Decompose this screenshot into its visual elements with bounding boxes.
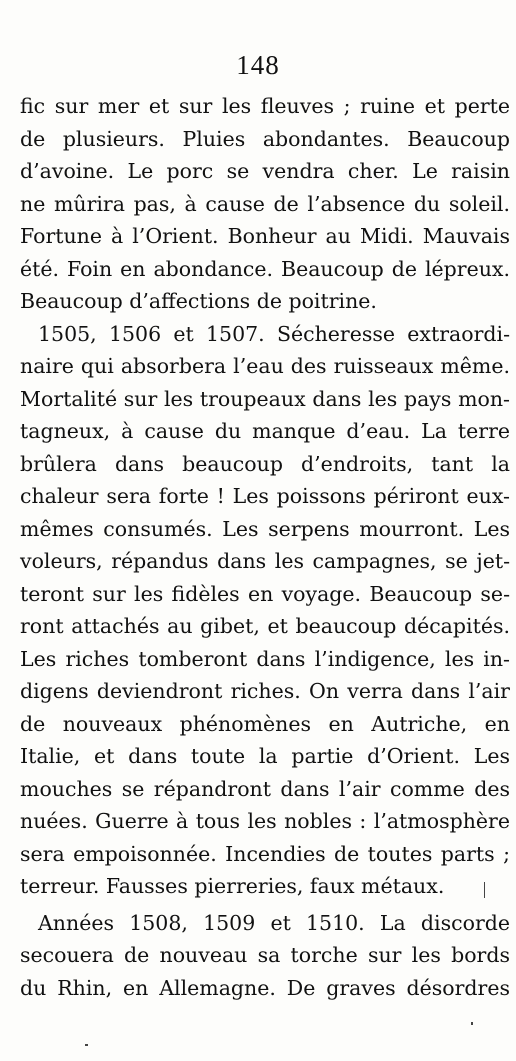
text-line: nuées. Guerre à tous les nobles : l’atmosphère bbox=[20, 809, 510, 833]
text-line: sera empoisonnée. Incendies de toutes parts ; bbox=[20, 841, 510, 866]
print-speck bbox=[484, 882, 485, 898]
text-line: mouches se répandront dans l’air comme des bbox=[20, 776, 510, 801]
text-line: Les riches tomberont dans l’indigence, les in- bbox=[20, 646, 510, 671]
text-line: du Rhin, en Allemagne. De graves désordres bbox=[20, 975, 510, 1000]
text-line: secouera de nouveau sa torche sur les bords bbox=[20, 943, 510, 967]
text-line: Beaucoup d’affections de poitrine. bbox=[20, 289, 377, 313]
text-line: teront sur les fidèles en voyage. Beaucoup se- bbox=[20, 581, 510, 606]
text-line: brûlera dans beaucoup d’endroits, tant la bbox=[20, 451, 510, 476]
text-line: naire qui absorbera l’eau des ruisseaux même. bbox=[20, 354, 510, 378]
text-line: Fortune à l’Orient. Bonheur au Midi. Mauvais bbox=[20, 224, 510, 248]
text-line: mêmes consumés. Les serpens mourront. Les bbox=[20, 516, 510, 541]
text-line: de plusieurs. Pluies abondantes. Beaucoup bbox=[20, 126, 510, 151]
body-text bbox=[20, 90, 510, 1004]
page-number: 148 bbox=[236, 50, 280, 80]
text-line: fic sur mer et sur les fleuves ; ruine et perte bbox=[20, 94, 510, 118]
text-line: terreur. Fausses pierreries, faux métaux. bbox=[20, 874, 445, 898]
text-line: Années 1508, 1509 et 1510. La discorde bbox=[38, 910, 510, 935]
text-line: d’avoine. Le porc se vendra cher. Le raisin bbox=[20, 159, 510, 183]
text-line: ne mûrira pas, à cause de l’absence du soleil. bbox=[20, 191, 510, 216]
text-line: digens deviendront riches. On verra dans l’air bbox=[20, 679, 510, 703]
text-line: 1505, 1506 et 1507. Sécheresse extraordi- bbox=[38, 321, 510, 346]
text-line: ront attachés au gibet, et beaucoup décapités. bbox=[20, 614, 510, 638]
text-line: été. Foin en abondance. Beaucoup de lépreux. bbox=[20, 256, 510, 281]
text-line: Mortalité sur les troupeaux dans les pays mon- bbox=[20, 386, 510, 411]
text-line: de nouveaux phénomènes en Autriche, en bbox=[20, 711, 510, 736]
text-line: chaleur sera forte ! Les poissons périront eux- bbox=[20, 484, 510, 508]
text-line: voleurs, répandus dans les campagnes, se jet- bbox=[20, 549, 510, 573]
print-speck bbox=[85, 1044, 88, 1046]
text-line: tagneux, à cause du manque d’eau. La terre bbox=[20, 419, 510, 443]
print-speck bbox=[471, 1022, 473, 1025]
text-line: Italie, et dans toute la partie d’Orient. Les bbox=[20, 744, 510, 768]
